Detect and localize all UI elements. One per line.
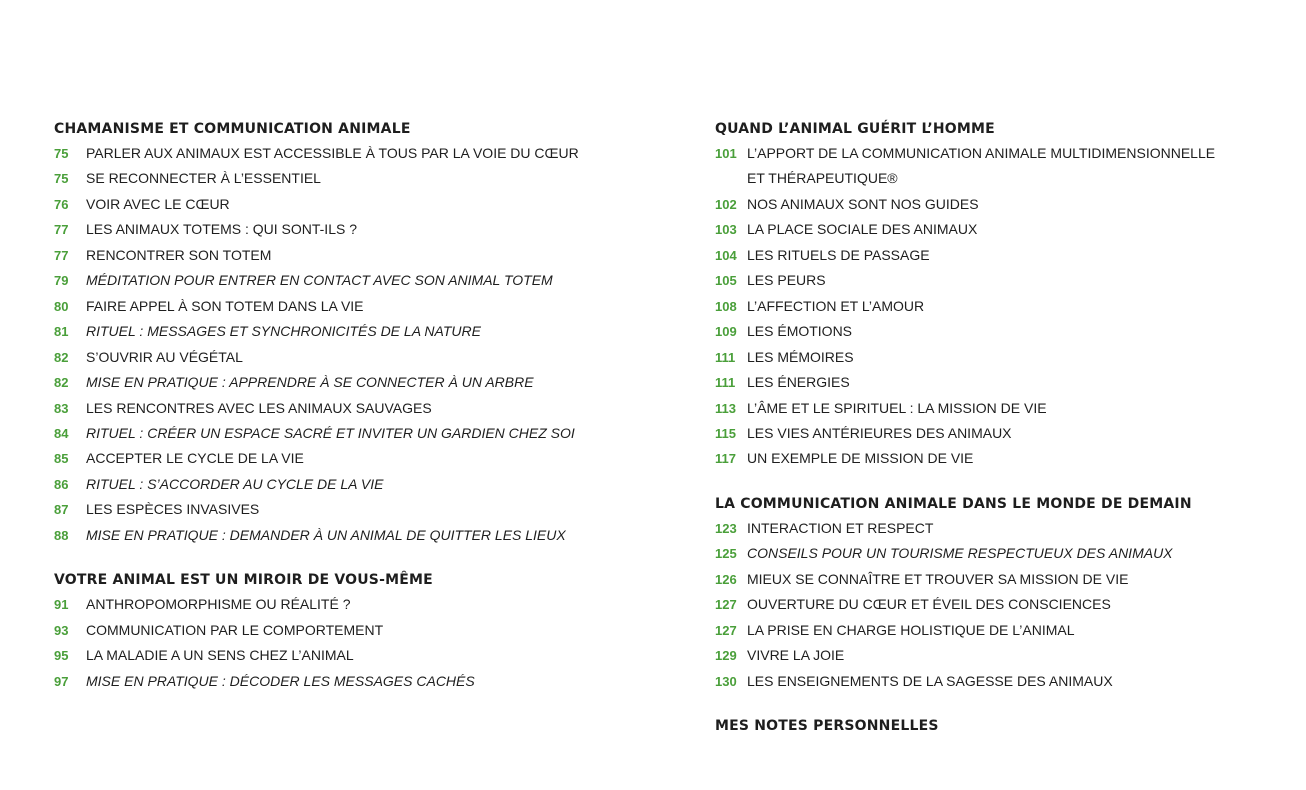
toc-entry[interactable]	[715, 669, 1275, 694]
page-number: 88	[54, 527, 69, 543]
entry-title: VIVRE LA JOIE	[747, 647, 845, 664]
page-number: 93	[54, 622, 69, 638]
toc-section	[715, 492, 1275, 694]
entry-title: OUVERTURE DU CŒUR ET ÉVEIL DES CONSCIENCES	[747, 596, 1111, 613]
toc-entry[interactable]	[715, 421, 1275, 446]
entry-title: UN EXEMPLE DE MISSION DE VIE	[747, 450, 974, 467]
page-number: 115	[715, 425, 736, 441]
section-title: QUAND L’ANIMAL GUÉRIT L’HOMME	[715, 121, 995, 137]
toc-entry[interactable]	[54, 446, 674, 471]
entry-title: LA MALADIE A UN SENS CHEZ L’ANIMAL	[86, 647, 354, 664]
toc-entry[interactable]	[715, 268, 1275, 293]
toc-entry[interactable]	[715, 192, 1275, 217]
entry-title: MISE EN PRATIQUE : APPRENDRE À SE CONNECTER À UN ARBRE	[86, 374, 534, 391]
toc-entry[interactable]	[54, 217, 674, 242]
toc-entry[interactable]	[54, 497, 674, 522]
page-number: 97	[54, 673, 69, 689]
page-number: 129	[715, 648, 737, 664]
toc-entry[interactable]	[715, 541, 1275, 566]
toc-entry[interactable]	[54, 345, 674, 370]
page-number: 77	[54, 247, 69, 263]
toc-entry[interactable]	[54, 472, 674, 497]
toc-entry[interactable]	[715, 618, 1275, 643]
entry-title: LES ÉMOTIONS	[747, 323, 853, 340]
page-number: 117	[715, 451, 736, 467]
entry-title: FAIRE APPEL À SON TOTEM DANS LA VIE	[86, 297, 364, 314]
toc-entry[interactable]	[54, 643, 674, 668]
page-number: 79	[54, 273, 69, 289]
toc-entry[interactable]	[54, 319, 674, 344]
toc-entry[interactable]	[715, 643, 1275, 668]
toc-entry[interactable]	[715, 141, 1275, 166]
toc-section	[715, 117, 1275, 472]
entry-title: INTERACTION ET RESPECT	[747, 519, 934, 536]
entry-title: MÉDITATION POUR ENTRER EN CONTACT AVEC SON ANIMAL TOTEM	[86, 272, 553, 289]
entry-title: LES ÉNERGIES	[747, 374, 850, 391]
notes-section-title[interactable]: MES NOTES PERSONNELLES	[715, 718, 939, 735]
toc-entry[interactable]	[54, 370, 674, 395]
toc-right-column	[715, 117, 1275, 738]
page-number: 111	[715, 375, 736, 391]
entry-title: MISE EN PRATIQUE : DÉCODER LES MESSAGES CACHÉS	[86, 672, 475, 689]
page-number: 77	[54, 222, 69, 238]
entry-title: L’AFFECTION ET L’AMOUR	[747, 297, 925, 314]
page-number: 126	[715, 571, 737, 587]
page-number: 80	[54, 298, 69, 314]
entry-title: LA PLACE SOCIALE DES ANIMAUX	[747, 221, 978, 238]
toc-entry[interactable]	[54, 523, 674, 548]
page-number: 125	[715, 546, 737, 562]
entry-title: L’APPORT DE LA COMMUNICATION ANIMALE MULTIDIMENSIONNELLE	[747, 145, 1216, 161]
entry-title: LES RITUELS DE PASSAGE	[747, 246, 930, 263]
entry-title: RITUEL : CRÉER UN ESPACE SACRÉ ET INVITER UN GARDIEN CHEZ SOI	[86, 424, 575, 441]
toc-entry[interactable]	[54, 592, 674, 617]
entry-title: LES MÉMOIRES	[747, 348, 854, 365]
toc-entry[interactable]	[54, 243, 674, 268]
toc-entry[interactable]	[715, 319, 1275, 344]
entry-title: MISE EN PRATIQUE : DEMANDER À UN ANIMAL DE QUITTER LES LIEUX	[86, 526, 566, 543]
page-number: 127	[715, 597, 737, 613]
toc-entry[interactable]	[54, 268, 674, 293]
toc-entry[interactable]	[54, 294, 674, 319]
page-number: 102	[715, 196, 737, 212]
page-number: 85	[54, 451, 69, 467]
entry-title: MIEUX SE CONNAÎTRE ET TROUVER SA MISSION DE VIE	[747, 570, 1129, 587]
toc-entry[interactable]	[715, 294, 1275, 319]
entry-title: RENCONTRER SON TOTEM	[86, 246, 272, 263]
toc-entry[interactable]	[715, 243, 1275, 268]
entry-title: ACCEPTER LE CYCLE DE LA VIE	[86, 450, 304, 467]
entry-title: LES VIES ANTÉRIEURES DES ANIMAUX	[747, 424, 1012, 441]
toc-entry[interactable]	[715, 592, 1275, 617]
toc-section	[54, 117, 674, 548]
toc-entry[interactable]	[715, 217, 1275, 242]
page-number: 87	[54, 502, 69, 518]
page-number: 86	[54, 476, 69, 492]
entry-title: L’ÂME ET LE SPIRITUEL : LA MISSION DE VIE	[747, 399, 1047, 416]
toc-entry[interactable]	[715, 516, 1275, 541]
entry-title: LES RENCONTRES AVEC LES ANIMAUX SAUVAGES	[86, 399, 432, 416]
page-number: 91	[54, 597, 69, 613]
entry-title: PARLER AUX ANIMAUX EST ACCESSIBLE À TOUS PAR LA VOIE DU CŒUR	[86, 145, 579, 161]
page-number: 95	[54, 648, 69, 664]
page-number: 82	[54, 349, 69, 365]
section-title: CHAMANISME ET COMMUNICATION ANIMALE	[54, 121, 411, 137]
page-number: 109	[715, 324, 737, 340]
toc-entry[interactable]	[715, 345, 1275, 370]
toc-entry[interactable]	[54, 618, 674, 643]
entry-title: NOS ANIMAUX SONT NOS GUIDES	[747, 195, 979, 212]
entry-title: S’OUVRIR AU VÉGÉTAL	[86, 348, 243, 365]
page-number: 76	[54, 196, 69, 212]
entry-title-continuation: ET THÉRAPEUTIQUE®	[747, 170, 898, 187]
toc-left-column	[54, 117, 674, 714]
entry-title: LES ANIMAUX TOTEMS : QUI SONT-ILS ?	[86, 221, 357, 238]
page-number: 75	[54, 171, 69, 187]
page-number: 104	[715, 247, 737, 263]
page-number: 103	[715, 222, 737, 238]
toc-entry[interactable]	[715, 567, 1275, 592]
toc-entry[interactable]	[54, 141, 674, 166]
section-title: LA COMMUNICATION ANIMALE DANS LE MONDE DE DEMAIN	[715, 495, 1192, 512]
toc-entry[interactable]	[54, 421, 674, 446]
entry-title: LES ESPÈCES INVASIVES	[86, 501, 260, 518]
page-number: 81	[54, 324, 69, 340]
page-number: 113	[715, 400, 736, 416]
toc-section	[54, 568, 674, 694]
entry-title: RITUEL : MESSAGES ET SYNCHRONICITÉS DE LA NATURE	[86, 323, 481, 340]
entry-title: VOIR AVEC LE CŒUR	[86, 195, 230, 212]
page-number: 84	[54, 425, 69, 441]
entry-title: RITUEL : S’ACCORDER AU CYCLE DE LA VIE	[86, 475, 384, 492]
page-number: 111	[715, 349, 736, 365]
page-number: 130	[715, 673, 737, 689]
section-title: VOTRE ANIMAL EST UN MIROIR DE VOUS-MÊME	[54, 572, 433, 589]
toc-entry[interactable]	[54, 192, 674, 217]
page-number: 108	[715, 298, 737, 314]
entry-title: SE RECONNECTER À L’ESSENTIEL	[86, 170, 321, 187]
entry-title: COMMUNICATION PAR LE COMPORTEMENT	[86, 621, 384, 638]
page-number: 82	[54, 375, 69, 391]
entry-title: LA PRISE EN CHARGE HOLISTIQUE DE L’ANIMAL	[747, 621, 1075, 638]
page-number: 123	[715, 520, 737, 536]
page-number: 83	[54, 400, 69, 416]
toc-entry-continuation	[715, 166, 1275, 191]
toc-entry[interactable]	[715, 446, 1275, 471]
entry-title: CONSEILS POUR UN TOURISME RESPECTUEUX DES ANIMAUX	[747, 545, 1173, 562]
entry-title: ANTHROPOMORPHISME OU RÉALITÉ ?	[86, 596, 351, 613]
page-number: 101	[715, 146, 737, 161]
page-number: 127	[715, 622, 737, 638]
entry-title: LES PEURS	[747, 272, 826, 289]
toc-entry[interactable]	[54, 396, 674, 421]
toc-entry[interactable]	[54, 166, 674, 191]
toc-entry[interactable]	[715, 396, 1275, 421]
entry-title: LES ENSEIGNEMENTS DE LA SAGESSE DES ANIMAUX	[747, 672, 1113, 689]
page-number: 75	[54, 146, 69, 161]
toc-entry[interactable]	[715, 370, 1275, 395]
page-number: 105	[715, 273, 737, 289]
toc-entry[interactable]	[54, 669, 674, 694]
